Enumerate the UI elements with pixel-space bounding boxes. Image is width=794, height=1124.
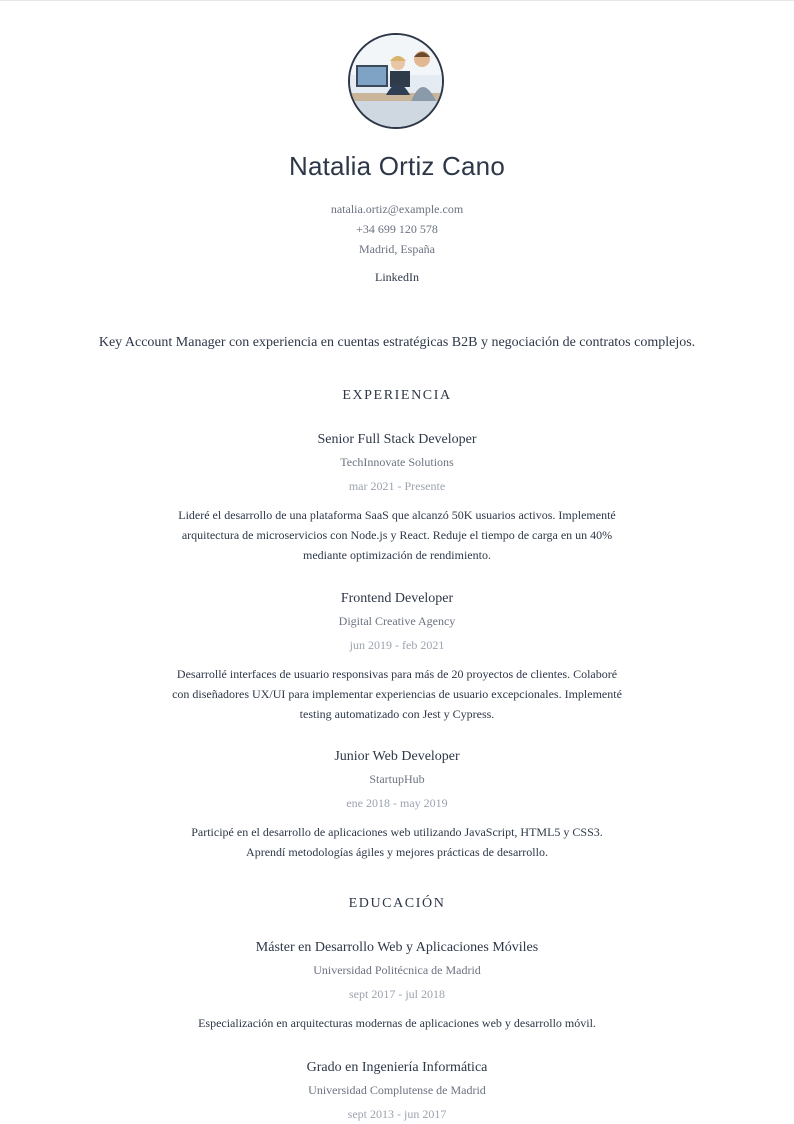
job-description: Participé en el desarrollo de aplicaciones web utilizando JavaScript, HTML5 y CSS3. Aprendí metodologías ágiles y mejores prácticas de desarrollo. <box>191 825 603 859</box>
avatar <box>348 33 444 129</box>
education-dates: sept 2013 - jun 2017 <box>347 1107 447 1121</box>
profile-photo-icon <box>350 35 442 127</box>
experience-item <box>0 590 794 724</box>
experience-item <box>0 748 794 862</box>
professional-summary: Key Account Manager con experiencia en cuentas estratégicas B2B y negociación de contratos complejos. <box>98 335 696 350</box>
job-dates: mar 2021 - Presente <box>348 479 446 493</box>
experience-item <box>0 431 794 565</box>
degree-title: Máster en Desarrollo Web y Aplicaciones Móviles <box>255 940 539 955</box>
school-name: Universidad Complutense de Madrid <box>308 1083 486 1097</box>
top-divider <box>0 0 794 1</box>
school-name: Universidad Politécnica de Madrid <box>313 963 481 977</box>
job-dates: jun 2019 - feb 2021 <box>349 638 445 652</box>
education-description: Especialización en arquitecturas modernas de aplicaciones web y desarrollo móvil. <box>198 1016 596 1030</box>
company-name: Digital Creative Agency <box>338 614 456 628</box>
contact-location: Madrid, España <box>359 242 435 256</box>
candidate-name: Natalia Ortiz Cano <box>288 151 506 181</box>
contact-phone[interactable]: +34 699 120 578 <box>356 222 438 236</box>
job-description: Lideré el desarrollo de una plataforma SaaS que alcanzó 50K usuarios activos. Implementé arquitectura de microservicios con Node.js y React. Reduje el tiempo de carga en un 40% mediante optimización de rendimiento. <box>178 508 616 562</box>
job-title: Senior Full Stack Developer <box>317 432 477 447</box>
education-dates: sept 2017 - jul 2018 <box>349 987 445 1001</box>
education-item <box>0 939 794 1033</box>
company-name: TechInnovate Solutions <box>340 455 454 469</box>
job-title: Frontend Developer <box>340 591 454 606</box>
degree-title: Grado en Ingeniería Informática <box>306 1060 488 1075</box>
company-name: StartupHub <box>369 772 425 786</box>
job-title: Junior Web Developer <box>334 749 460 764</box>
education-section-title: EDUCACIÓN <box>348 896 446 911</box>
contact-email[interactable]: natalia.ortiz@example.com <box>330 202 464 216</box>
job-description: Desarrollé interfaces de usuario responsivas para más de 20 proyectos de clientes. Colaboré con diseñadores UX/UI para implementar experiencias de usuario excepcionales. Implementé testing automatizado con Jest y Cypress. <box>172 667 622 721</box>
education-item <box>0 1059 794 1122</box>
linkedin-link[interactable]: LinkedIn <box>375 270 419 284</box>
experience-section-title: EXPERIENCIA <box>342 388 452 403</box>
job-dates: ene 2018 - may 2019 <box>346 796 448 810</box>
